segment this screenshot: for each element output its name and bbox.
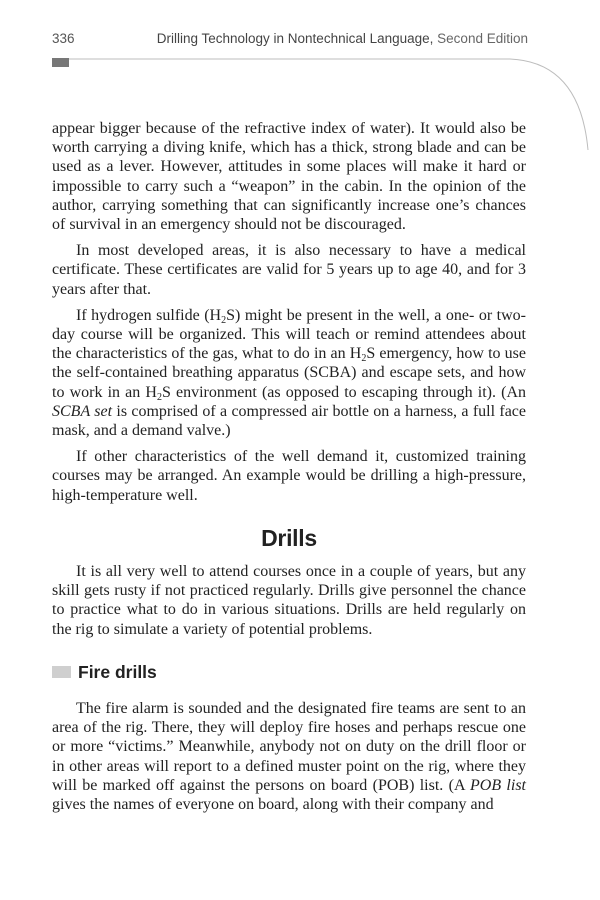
page-number: 336	[52, 31, 75, 46]
page-body	[52, 119, 526, 821]
term-scba-set: SCBA set	[52, 402, 113, 420]
paragraph-continuation: appear bigger because of the refractive index of water). It would also be worth carrying a diving knife, which has a thick, strong blade and can be used as a lever. However, attitudes in some places will make it hard or impossible to carry such a “weapon” in the cabin. In the opinion of the author, carrying something that can significantly increase one’s chances of survival in an emergency should not be discouraged.	[52, 120, 526, 234]
paragraph-drills: It is all very well to attend courses once in a couple of years, but any skill gets rusty if not practiced regularly. Drills give personnel the chance to practice what to do in various situations. Drills are held regularly on the rig to simulate a variety of potential problems.	[52, 563, 526, 638]
paragraph-medical-certificate: In most developed areas, it is also necessary to have a medical certificate. These certificates are valid for 5 years up to age 40, and for 3 years after that.	[52, 242, 526, 298]
running-header	[157, 31, 528, 46]
heading-marker	[52, 666, 71, 678]
edition-label: Second Edition	[437, 31, 528, 46]
header-marker	[52, 58, 69, 67]
subsection-title: Fire drills	[78, 661, 157, 682]
section-heading-drills: Drills	[261, 524, 317, 551]
paragraph-h2s-course: If hydrogen sulfide $(H_2S)$ might be present in the well, a one- or two-day course will be organized. This will teach or remind attendees about the characteristics of the gas, what to do in an $H_2S$ emergency, how to use the self-contained breathing apparatus (SCBA) and escape sets, and how to work in an $H_2S$ environment (as opposed to escaping through it). (An SCBA set is comprised of a compressed air bottle on a harness, a full face mask, and a demand valve.)	[52, 306, 527, 440]
term-pob-list: POB list	[469, 776, 526, 794]
paragraph-fire-drills: The fire alarm is sounded and the designated fire teams are sent to an area of the rig. There, they will deploy fire hoses and perhaps rescue one or more “victims.” Meanwhile, anybody not on duty on the drill floor or in other areas will report to a defined muster point on the rig, where they will be marked off against the persons on board (POB) list. (A POB list gives the names of everyone on board, along with their company and	[52, 700, 526, 814]
book-title: Drilling Technology in Nontechnical Language,	[156, 31, 434, 46]
paragraph-customized-training: If other characteristics of the well demand it, customized training courses may be arranged. An example would be drilling a high-pressure, high-temperature well.	[52, 448, 526, 504]
subsection-heading-fire-drills	[52, 663, 526, 682]
